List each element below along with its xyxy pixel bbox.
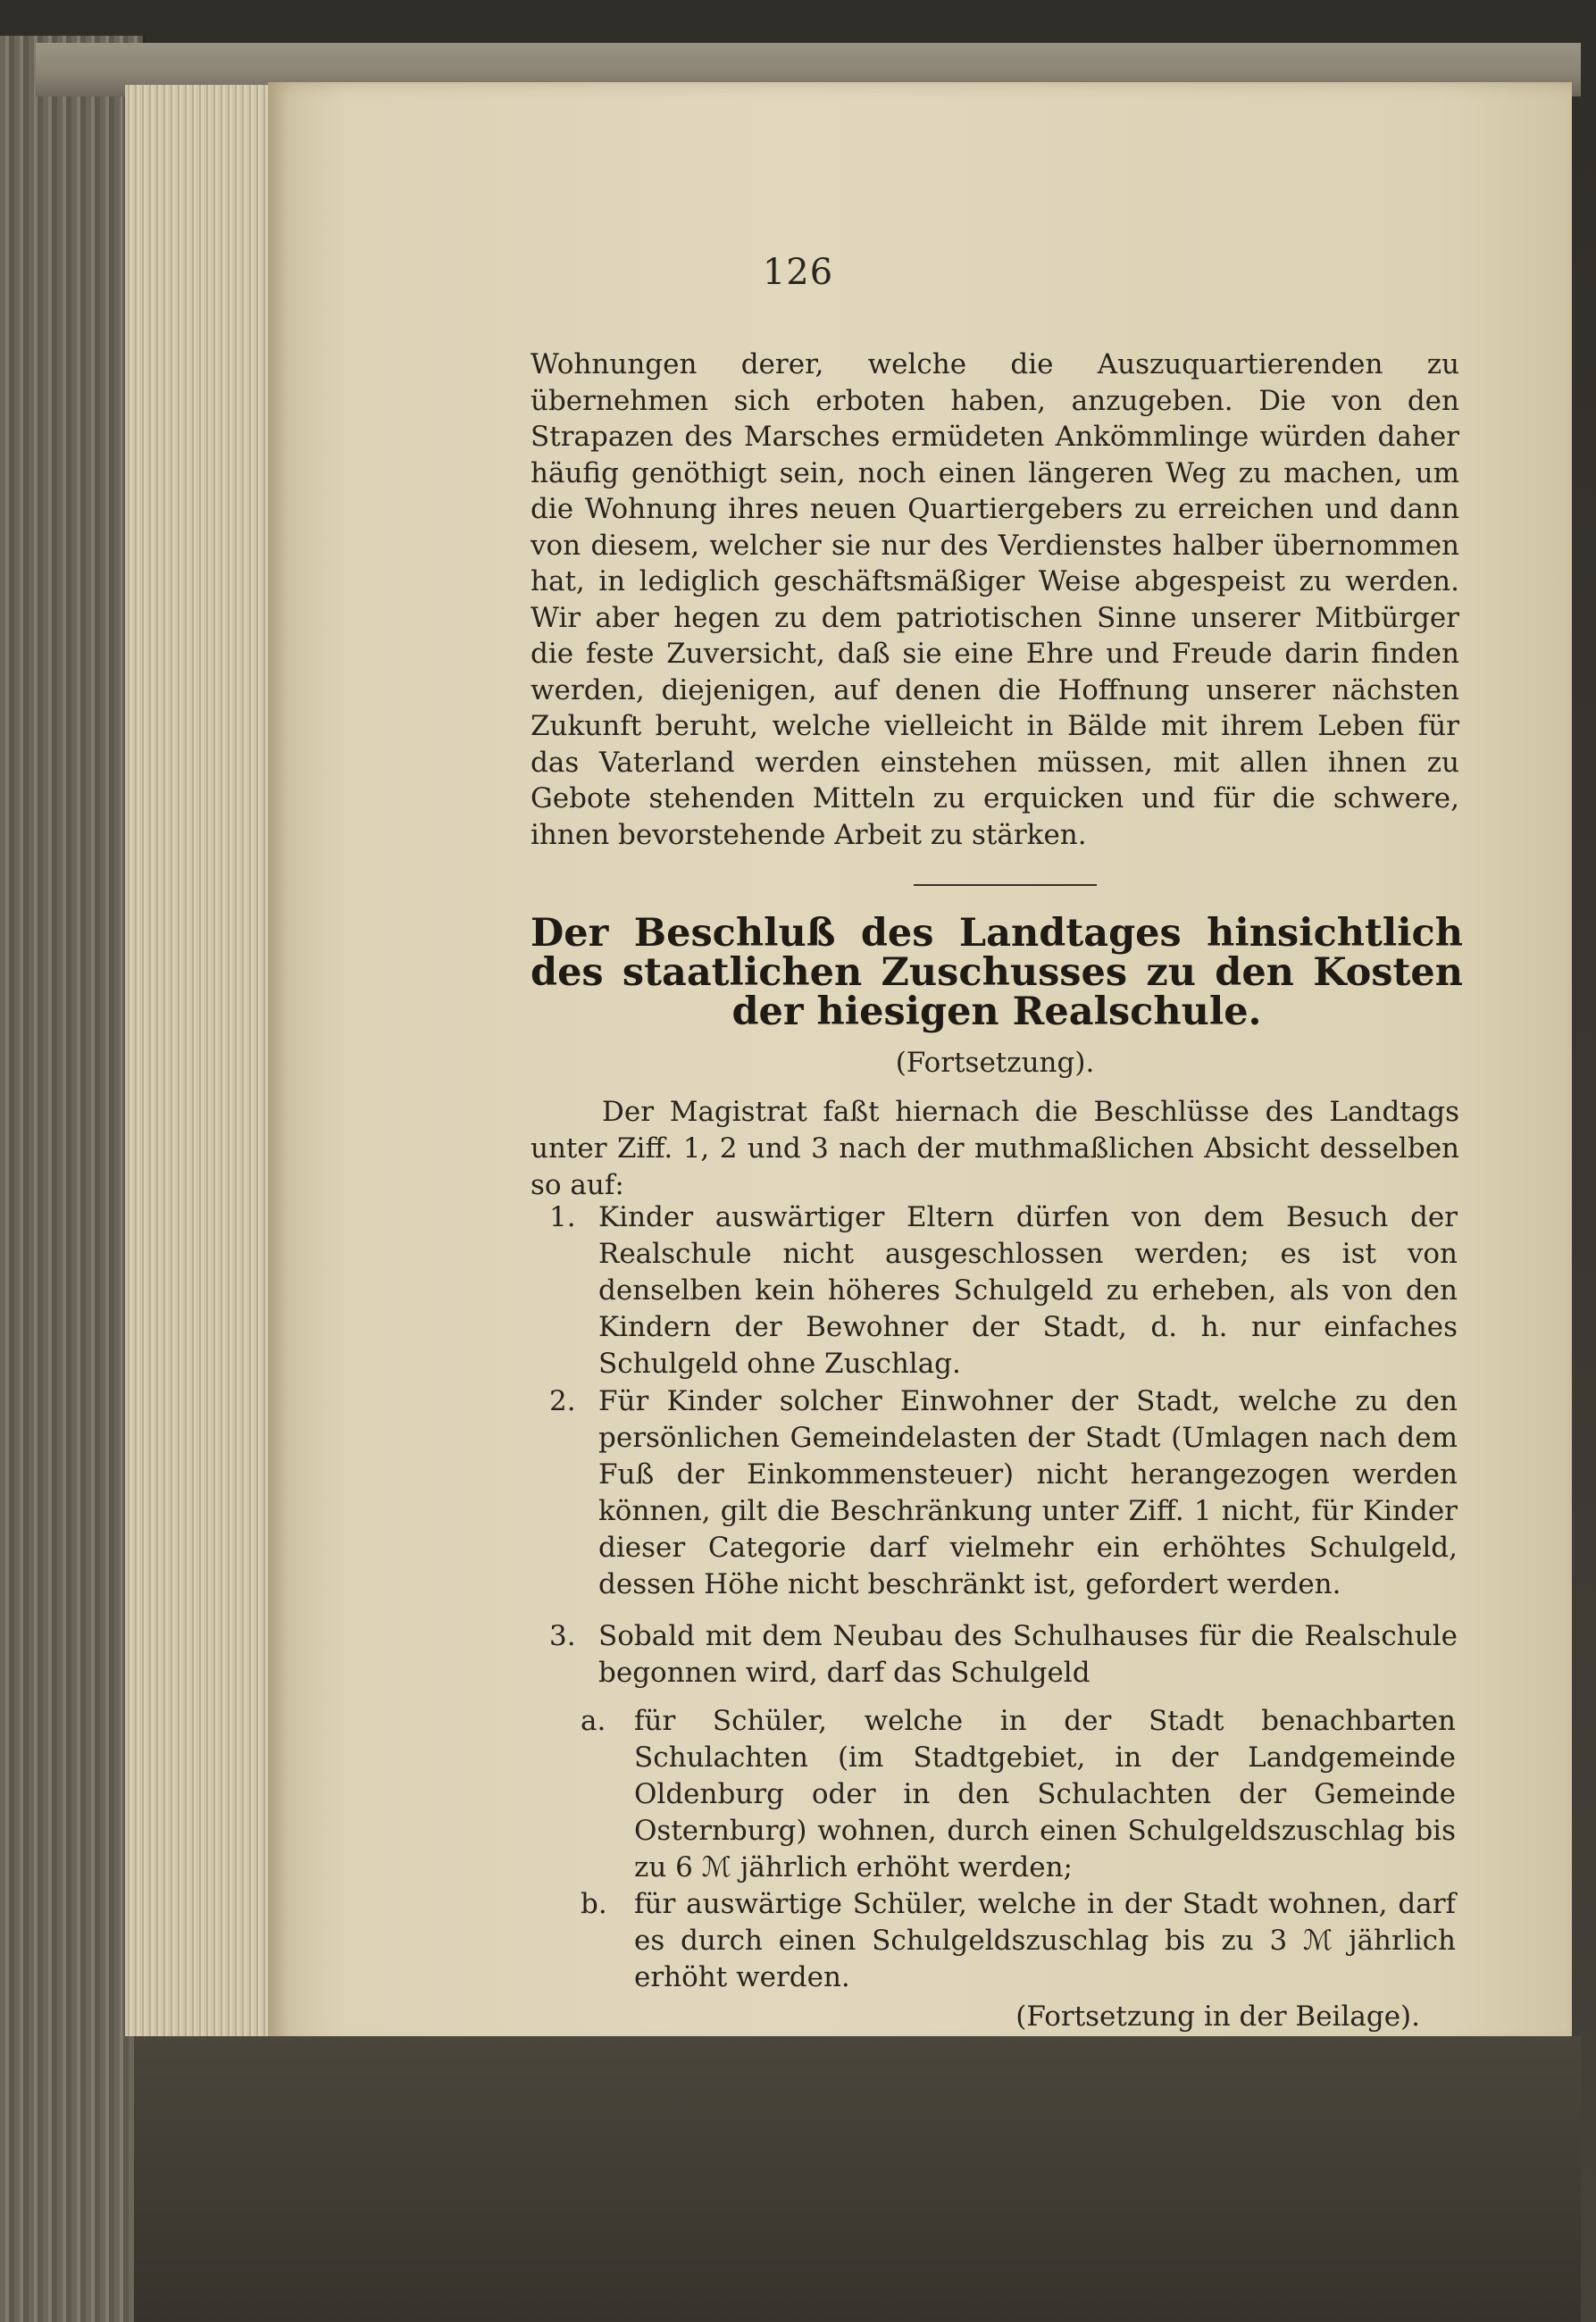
list-item xyxy=(549,1618,1458,1691)
list-item-number: 1. xyxy=(549,1201,576,1233)
sub-list-item xyxy=(581,1886,1456,1996)
continuation-footer: (Fortsetzung in der Beilage). xyxy=(1015,2000,1420,2033)
sub-list-item xyxy=(581,1703,1456,1886)
sub-list-item-letter: b. xyxy=(581,1888,607,1920)
article-intro: Der Magistrat faßt hiernach die Beschlüsse des Landtags unter Ziff. 1, 2 und 3 nach der muthmaßlichen Absicht desselben so auf: xyxy=(531,1096,1459,1201)
section-divider xyxy=(914,884,1097,886)
list-item xyxy=(549,1383,1458,1603)
list-item xyxy=(549,1199,1458,1382)
article-title: Der Beschluß des Landtages hinsichtlich des staatlichen Zuschusses zu den Kosten der hiesigen Realschule. xyxy=(531,911,1463,1034)
sub-list-item-letter: a. xyxy=(581,1705,606,1737)
body-paragraph: Wohnungen derer, welche die Auszuquartierenden zu übernehmen sich erboten haben, anzugeben. Die von den Strapazen des Marsches ermüdeten Ankömmlinge würden daher häufig genöthigt sein, noch einen längeren Weg zu machen, um die Wohnung ihres neuen Quartiergebers zu erreichen und dann von diesem, welcher sie nur des Verdienstes halber übernommen hat, in lediglich geschäftsmäßiger Weise abgespeist zu werden. Wir aber hegen zu dem patriotischen Sinne unserer Mitbürger die feste Zuversicht, daß sie eine Ehre und Freude darin finden werden, diejenigen, auf denen die Hoffnung unserer nächsten Zukunft beruht, welche vielleicht in Bälde mit ihrem Leben für das Vaterland werden einstehen müssen, mit allen ihnen zu Gebote stehenden Mitteln zu erquicken und für die schwere, ihnen bevorstehende Arbeit zu stärken. xyxy=(531,348,1459,851)
continuation-marker: (Fortsetzung). xyxy=(895,1047,1095,1079)
scan-background xyxy=(134,2036,1581,2322)
page-stack-edges xyxy=(125,85,281,2036)
list-item-number: 3. xyxy=(549,1620,576,1652)
list-item-text: Kinder auswärtiger Eltern dürfen von dem Besuch der Realschule nicht ausgeschlossen werden; es ist von denselben kein höheres Schulgeld zu erheben, als von den Kindern der Bewohner der Stadt, d. h. nur einfaches Schulgeld ohne Zuschlag. xyxy=(598,1201,1458,1380)
page-number: 126 xyxy=(762,252,834,293)
sub-list-item-text: für auswärtige Schüler, welche in der Stadt wohnen, darf es durch einen Schulgeldszuschlag bis zu 3 ℳ jährlich erhöht werden. xyxy=(634,1888,1456,1993)
book-cover-edge xyxy=(0,36,146,2322)
sub-list-item-text: für Schüler, welche in der Stadt benachbarten Schulachten (im Stadtgebiet, in der Landgemeinde Oldenburg oder in den Schulachten der Gemeinde Osternburg) wohnen, durch einen Schulgeldszuschlag bis zu 6 ℳ jährlich erhöht werden; xyxy=(634,1705,1456,1883)
list-item-number: 2. xyxy=(549,1385,576,1417)
list-item-text: Sobald mit dem Neubau des Schulhauses für die Realschule begonnen wird, darf das Schulgeld xyxy=(598,1620,1458,1689)
list-item-text: Für Kinder solcher Einwohner der Stadt, welche zu den persönlichen Gemeindelasten der Stadt (Umlagen nach dem Fuß der Einkommensteuer) nicht herangezogen werden können, gilt die Beschränkung unter Ziff. 1 nicht, für Kinder dieser Categorie darf vielmehr ein erhöhtes Schulgeld, dessen Höhe nicht beschränkt ist, gefordert werden. xyxy=(598,1385,1458,1600)
